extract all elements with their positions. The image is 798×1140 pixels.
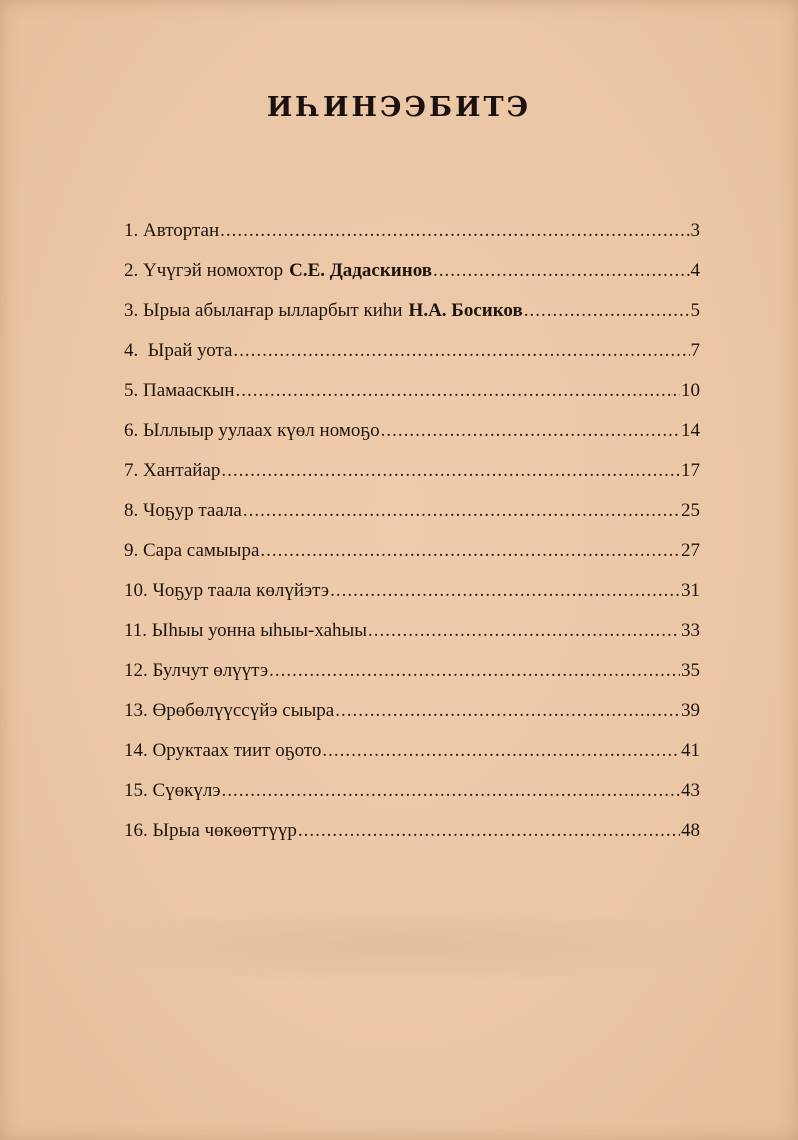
- dot-leader: [330, 576, 680, 606]
- toc-entry-number: 13.: [124, 700, 148, 721]
- toc-entry-number: 5.: [124, 380, 139, 401]
- toc-entry[interactable]: [124, 536, 700, 576]
- toc-entry-title: Булчут өлүүтэ: [152, 660, 269, 681]
- toc-entry[interactable]: [124, 656, 700, 696]
- toc-entry-number: 7.: [124, 460, 139, 481]
- toc-entry-page: 7: [690, 340, 700, 361]
- toc-entry[interactable]: [124, 376, 700, 416]
- toc-entry-title: Ыһыы уонна ыһыы-хаһыы: [151, 620, 368, 641]
- toc-entry-page: 41: [681, 740, 700, 761]
- toc-entry-number: 14.: [124, 740, 148, 761]
- toc-entry-title: Ырыа чөкөөттүүр: [152, 820, 297, 841]
- dot-leader: [221, 456, 680, 486]
- table-of-contents: [124, 216, 700, 856]
- toc-entry-page: 5: [690, 300, 700, 321]
- bleed-through-shadow: [60, 905, 740, 985]
- toc-entry-page: 10: [681, 380, 700, 401]
- dot-leader: [381, 416, 680, 446]
- toc-entry-number: 2.: [124, 260, 139, 281]
- dot-leader: [524, 296, 690, 326]
- dot-leader: [260, 536, 680, 566]
- page-title: ИҺИНЭЭБИТЭ: [266, 92, 532, 123]
- dot-leader: [220, 216, 689, 246]
- toc-entry-number: 3.: [124, 300, 139, 321]
- toc-entry[interactable]: [124, 776, 700, 816]
- toc-entry-page: 27: [681, 540, 700, 561]
- toc-entry-page: 35: [681, 660, 700, 681]
- toc-entry-page: 43: [681, 780, 700, 801]
- toc-entry-title: Оруктаах тиит оҕото: [152, 740, 322, 761]
- toc-entry-title: Чоҕур таала: [143, 500, 242, 521]
- toc-entry-title: Сүөкүлэ: [152, 780, 221, 801]
- toc-entry[interactable]: [124, 216, 700, 256]
- toc-entry-title: Ыллыыр уулаах күөл номоҕо: [143, 420, 380, 441]
- toc-entry-page: 14: [681, 420, 700, 441]
- toc-entry[interactable]: [124, 696, 700, 736]
- toc-entry-page: 48: [681, 820, 700, 841]
- toc-entry-page: 4: [690, 260, 700, 281]
- dot-leader: [335, 696, 680, 726]
- toc-entry-page: 17: [681, 460, 700, 481]
- toc-entry-author: Н.А. Босиков: [408, 300, 523, 321]
- toc-entry-page: 33: [681, 620, 700, 641]
- toc-entry-title: Автортан: [143, 220, 220, 241]
- toc-entry-number: 15.: [124, 780, 148, 801]
- toc-entry[interactable]: [124, 816, 700, 856]
- toc-entry[interactable]: [124, 256, 700, 296]
- dot-leader: [433, 256, 690, 286]
- toc-entry-number: 6.: [124, 420, 139, 441]
- toc-entry[interactable]: [124, 576, 700, 616]
- toc-entry-page: 39: [681, 700, 700, 721]
- toc-entry-number: 10.: [124, 580, 148, 601]
- toc-entry-title: Чоҕур таала көлүйэтэ: [152, 580, 330, 601]
- dot-leader: [322, 736, 680, 766]
- toc-entry-page: 3: [690, 220, 700, 241]
- toc-entry-number: 1.: [124, 220, 139, 241]
- toc-entry-title: Сара самыыра: [143, 540, 260, 561]
- dot-leader: [298, 816, 680, 846]
- toc-entry-author: С.Е. Дадаскинов: [289, 260, 432, 281]
- dot-leader: [233, 336, 689, 366]
- toc-entry-number: 4.: [124, 340, 139, 361]
- toc-entry-title: Үчүгэй номохтор: [143, 260, 284, 281]
- dot-leader: [269, 656, 680, 686]
- toc-entry-number: 16.: [124, 820, 148, 841]
- toc-entry[interactable]: [124, 336, 700, 376]
- dot-leader: [222, 776, 680, 806]
- toc-entry-title: Өрөбөлүүссүйэ сыыра: [152, 700, 335, 721]
- toc-entry[interactable]: [124, 736, 700, 776]
- toc-entry-number: 11.: [124, 620, 148, 641]
- toc-entry-page: 31: [681, 580, 700, 601]
- dot-leader: [243, 496, 680, 526]
- dot-leader: [368, 616, 680, 646]
- toc-entry[interactable]: [124, 416, 700, 456]
- toc-entry-title: Ырай уота: [143, 340, 233, 361]
- dot-leader: [236, 376, 680, 406]
- toc-entry-number: 8.: [124, 500, 139, 521]
- toc-entry[interactable]: [124, 496, 700, 536]
- toc-entry-title: Хантайар: [143, 460, 221, 481]
- toc-entry[interactable]: [124, 296, 700, 336]
- toc-entry[interactable]: [124, 456, 700, 496]
- toc-entry-title: Ырыа абылаҥар ылларбыт киһи: [143, 300, 403, 321]
- toc-entry-number: 12.: [124, 660, 148, 681]
- toc-entry-number: 9.: [124, 540, 139, 561]
- toc-entry-page: 25: [681, 500, 700, 521]
- toc-entry-title: Памааскын: [143, 380, 235, 401]
- toc-entry[interactable]: [124, 616, 700, 656]
